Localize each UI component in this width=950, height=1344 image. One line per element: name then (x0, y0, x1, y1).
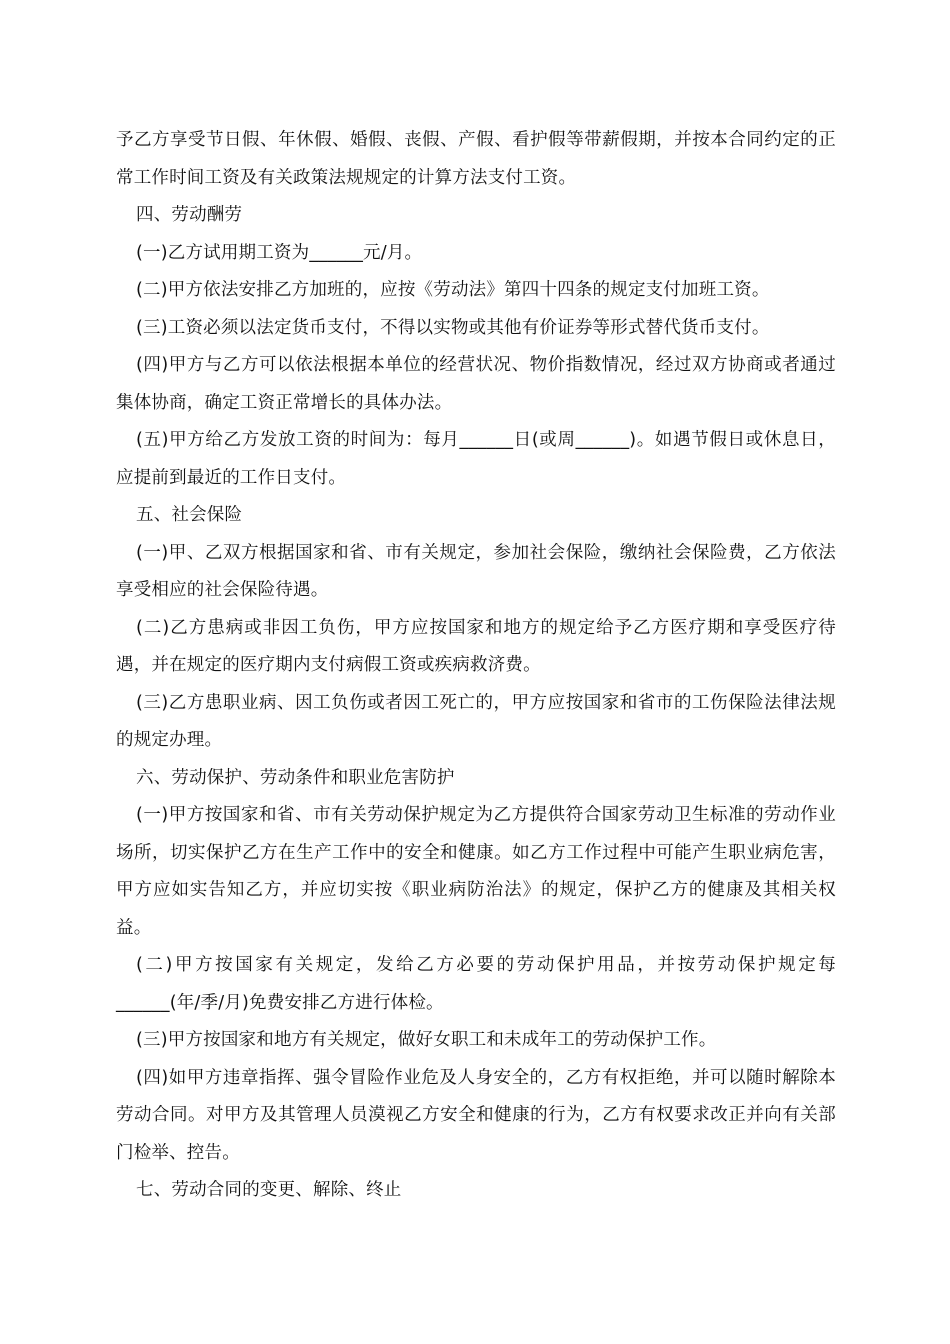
clause-work-injury: (三)乙方患职业病、因工负伤或者因工死亡的，甲方应按国家和省市的工伤保险法律法规的规定办理。 (116, 692, 836, 750)
paragraph-leave-and-pay: 予乙方享受节日假、年休假、婚假、丧假、产假、看护假等带薪假期，并按本合同约定的正常工作时间工资及有关政策法规规定的计算方法支付工资。 (116, 130, 836, 188)
clause-workplace-safety: (一)甲方按国家和省、市有关劳动保护规定为乙方提供符合国家劳动卫生标准的劳动作业场所，切实保护乙方在生产工作中的安全和健康。如乙方工作过程中可能产生职业病危害，甲方应如实告知乙方，并应切实按《职业病防治法》的规定，保护乙方的健康及其相关权益。 (116, 805, 836, 938)
clause-insurance-participation: (一)甲、乙双方根据国家和省、市有关规定，参加社会保险，缴纳社会保险费，乙方依法享受相应的社会保险待遇。 (116, 542, 836, 600)
clause-overtime-pay: (二)甲方依法安排乙方加班的，应按《劳动法》第四十四条的规定支付加班工资。 (136, 280, 770, 300)
clause-pay-date: (五)甲方给乙方发放工资的时间为：每月______日(或周______)。如遇节假日或休息日，应提前到最近的工作日支付。 (116, 430, 836, 488)
clause-medical-treatment: (二)乙方患病或非因工负伤，甲方应按国家和地方的规定给予乙方医疗期和享受医疗待遇，并在规定的医疗期内支付病假工资或疾病救济费。 (116, 617, 836, 675)
section-heading-remuneration: 四、劳动酬劳 (136, 205, 243, 225)
clause-wage-growth: (四)甲方与乙方可以依法根据本单位的经营状况、物价指数情况，经过双方协商或者通过集体协商，确定工资正常增长的具体办法。 (116, 355, 836, 413)
document-body (116, 122, 836, 1210)
section-heading-social-insurance: 五、社会保险 (136, 505, 243, 525)
section-heading-contract-changes: 七、劳动合同的变更、解除、终止 (136, 1180, 402, 1200)
clause-probation-wage: (一)乙方试用期工资为______元/月。 (136, 242, 423, 263)
clause-legal-currency: (三)工资必须以法定货币支付，不得以实物或其他有价证券等形式替代货币支付。 (136, 317, 770, 338)
section-heading-labor-protection: 六、劳动保护、劳动条件和职业危害防护 (136, 767, 455, 788)
clause-right-to-refuse: (四)如甲方违章指挥、强令冒险作业危及人身安全的，乙方有权拒绝，并可以随时解除本劳动合同。对甲方及其管理人员漠视乙方安全和健康的行为，乙方有权要求改正并向有关部门检举、控告。 (116, 1067, 836, 1163)
clause-protective-equipment: (二)甲方按国家有关规定，发给乙方必要的劳动保护用品，并按劳动保护规定每______(年/季/月)免费安排乙方进行体检。 (116, 955, 836, 1013)
clause-female-minor-workers: (三)甲方按国家和地方有关规定，做好女职工和未成年工的劳动保护工作。 (136, 1030, 717, 1050)
